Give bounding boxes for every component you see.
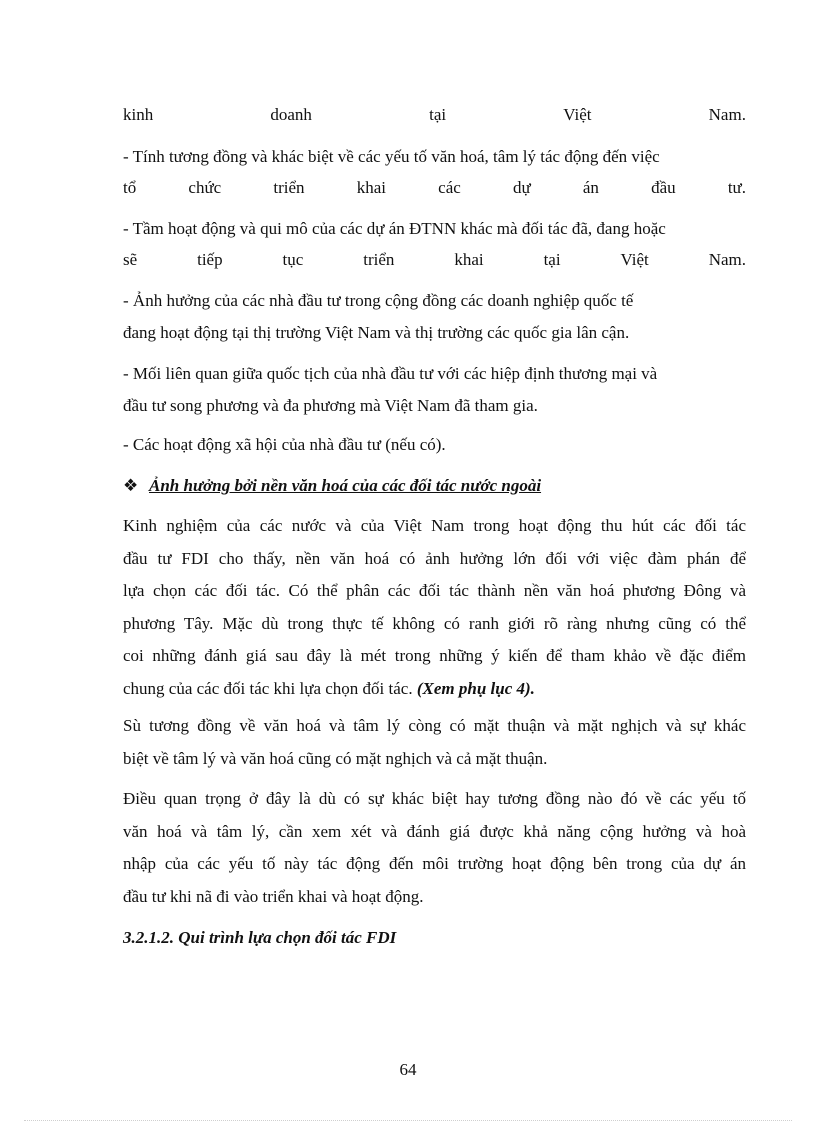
text-line-6: - Ảnh hưởng của các nhà đầu tư trong cộng đồng các doanh nghiệp quốc tế [123, 291, 634, 310]
word: Việt [563, 105, 592, 124]
paragraph-line: đầu tư khi nã đi vào triển khai và hoạt động. [123, 886, 424, 906]
word: các [438, 178, 461, 197]
text-line-4: - Tầm hoạt động và qui mô của các dự án ĐTNN khác mà đối tác đã, đang hoặc [123, 219, 666, 238]
paragraph-line: phương Tây. Mặc dù trong thực tế không có ranh giới rõ ràng nhưng cũng có thể [123, 613, 746, 633]
paragraph-line: Điều quan trọng ở đây là dù có sự khác biệt hay tương đồng nào đó về các yếu tố [123, 789, 746, 808]
text-line-10: - Các hoạt động xã hội của nhà đầu tư (nếu có). [123, 435, 446, 454]
word: dự [512, 178, 531, 197]
section-heading [123, 476, 541, 496]
paragraph-line: lựa chọn các đối tác. Có thể phân các đối tác thành nền văn hoá phương Đông và [123, 581, 746, 601]
word: kinh [123, 105, 154, 124]
word: tổ [123, 178, 137, 197]
word: tư. [727, 178, 746, 197]
paragraph-3 [123, 783, 746, 913]
page-number: 64 [399, 1060, 417, 1079]
paragraph-line [123, 673, 746, 706]
word: khai [356, 178, 386, 197]
word: triển [273, 178, 305, 197]
word: sẽ [123, 250, 138, 269]
word: tại [429, 105, 447, 124]
text-line-9: đầu tư song phương và đa phương mà Việt Nam đã tham gia. [123, 396, 538, 415]
paragraph-line: biệt về tâm lý và văn hoá cũng có mặt nghịch và cả mặt thuận. [123, 748, 548, 768]
paragraph-text: chung của các đối tác khi lựa chọn đối tác. [123, 678, 417, 698]
word: án [582, 178, 599, 197]
word: tiếp [197, 250, 223, 269]
word: Nam. [708, 105, 746, 124]
word: khai [454, 250, 484, 269]
appendix-reference: (Xem phụ lục 4). [416, 678, 535, 698]
paragraph-1 [123, 510, 746, 706]
paragraph-line: đầu tư FDI cho thấy, nền văn hoá có ảnh hưởng lớn đối với việc đàm phán để [123, 548, 746, 568]
word: tục [282, 250, 304, 269]
text-line-7: đang hoạt động tại thị trường Việt Nam và thị trường các quốc gia lân cận. [123, 323, 630, 342]
word: doanh [270, 105, 312, 124]
section-heading-text: Ảnh hưởng bởi nền văn hoá của các đối tác nước ngoài [149, 476, 542, 495]
word: Việt [620, 250, 649, 269]
text-line-5 [123, 249, 746, 271]
word: triển [363, 250, 395, 269]
paragraph-line: Sù tương đồng về văn hoá và tâm lý còng có mặt thuận và mặt nghịch và sự khác [123, 716, 746, 735]
paragraph-line: coi những đánh giá sau đây là mét trong những ý kiến để tham khảo về đặc điểm [123, 646, 746, 666]
text-line-2: - Tính tương đồng và khác biệt về các yếu tố văn hoá, tâm lý tác động đến việc [123, 147, 660, 166]
word: tại [543, 250, 561, 269]
text-line-3 [123, 177, 746, 199]
paragraph-2 [123, 710, 746, 775]
subsection-heading: 3.2.1.2. Qui trình lựa chọn đối tác FDI [123, 928, 397, 947]
text-line-8: - Mối liên quan giữa quốc tịch của nhà đầu tư với các hiệp định thương mại và [123, 364, 658, 383]
text-line-1 [123, 104, 746, 126]
diamond-bullet-icon: ❖ [123, 476, 139, 495]
word: chức [188, 178, 222, 197]
word: Nam. [708, 250, 746, 269]
paragraph-line: nhập của các yếu tố này tác động đến môi trường hoạt động bên trong của dự án [123, 854, 746, 874]
word: đầu [651, 178, 676, 197]
page-bottom-divider [24, 1120, 792, 1121]
paragraph-line: Kinh nghiệm của các nước và của Việt Nam trong hoạt động thu hút các đối tác [123, 516, 746, 535]
paragraph-line: văn hoá và tâm lý, cần xem xét và đánh giá được khả năng cộng hưởng và hoà [123, 821, 746, 841]
